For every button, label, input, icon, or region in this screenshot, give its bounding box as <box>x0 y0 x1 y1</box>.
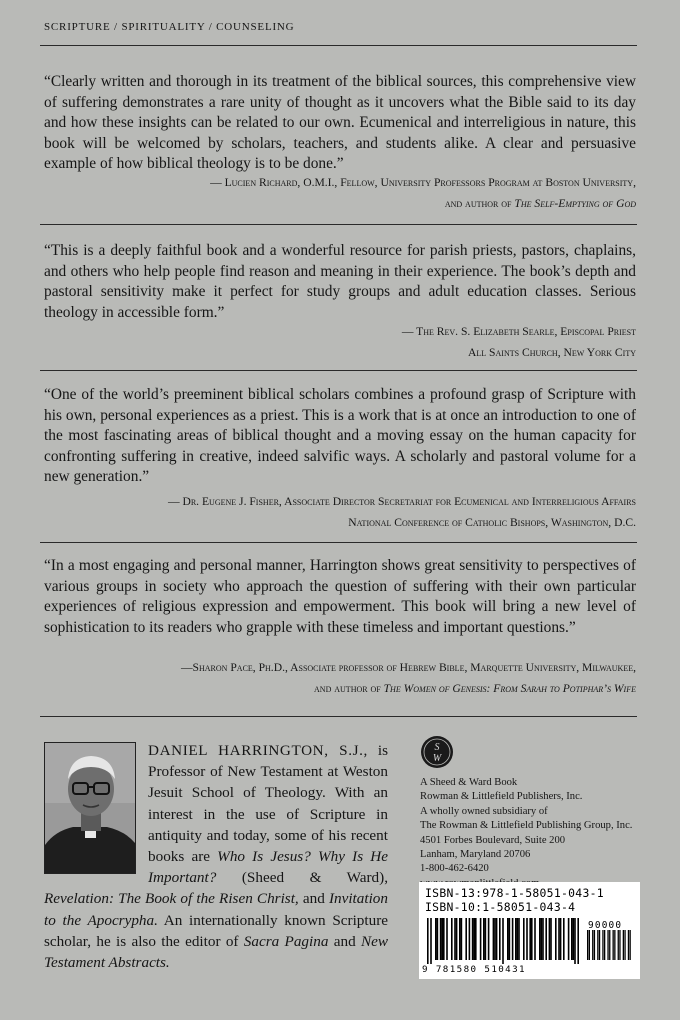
ean-digits: 9 781580 510431 <box>422 964 526 975</box>
divider <box>40 370 637 371</box>
review-attribution-1: — Lucien Richard, O.M.I., Fellow, University Professors Program at Boston University, and author of The Self-Emptying of God <box>210 176 636 210</box>
price-code: 90000 <box>588 920 623 931</box>
review-quote-1: “Clearly written and thorough in its treatment of the biblical sources, this comprehensive view of suffering demonstrates a rare unity of thought as it uncovers what the Bible said to its day and how these insights can be related to our own. Ecumenical and interreligious in nature, this book will be welcomed by scholars, teachers, and students alike. A clear and persuasive example of how biblical theology is to be done.” <box>44 73 636 173</box>
isbn-10: ISBN-10:1-58051-043-4 <box>425 900 576 914</box>
isbn-13: ISBN-13:978-1-58051-043-1 <box>425 886 604 900</box>
publisher-info: A Sheed & Ward Book Rowman & Littlefield Publishers, Inc. A wholly owned subsidiary of The Rowman & Littlefield Publishing Group, Inc. 4501 Forbes Boulevard, Suite 200 Lanham, Maryland 20706 1-800-462-6420 <box>420 777 633 875</box>
review-attribution-3: — Dr. Eugene J. Fisher, Associate Director Secretariat for Ecumenical and Interreligious Affairs National Conference of Catholic Bishops, Washington, D.C. <box>167 495 636 529</box>
review-quote-2: “This is a deeply faithful book and a wonderful resource for parish priests, pastors, chaplains, and others who help people find reason and meaning in their experience. The book’s depth and pastoral sensitivity make it perfect for study groups and adult education classes. Serious theology in accessible form.” <box>44 242 636 321</box>
book-title: The Self-Emptying of God <box>514 196 636 210</box>
review-quote-3: “One of the world’s preeminent biblical scholars combines a profound grasp of Scripture with his own, personal experiences as a priest. This is a work that is at once an introduction to one of the most fascinating areas of biblical thought and a moving essay on the human capacity for confronting suffering in creative, indeed salvific ways. A scholarly and pastoral volume for a new generation.” <box>44 386 636 486</box>
book-title: The Women of Genesis: From Sarah to Potiphar’s Wife <box>383 681 636 695</box>
isbn-barcode <box>419 882 640 979</box>
divider <box>40 542 637 543</box>
author-name: DANIEL HARRINGTON, S.J., <box>148 742 368 759</box>
top-divider <box>40 45 637 46</box>
sheed-ward-logo-icon <box>420 735 454 769</box>
author-bio: DANIEL HARRINGTON, S.J., is Professor of New Testament at Weston Jesuit School of Theology. With an interest in the use of Scripture in antiquity and today, some of his recent books are Who Is Jesus? Why Is He Important? (Sheed & Ward), Revelation: The Book of the Risen Christ, and Invitation to the Apocrypha. An internationally known Scripture scholar, he is also the editor of Sacra Pagina and New Testament Abstracts. <box>44 742 388 972</box>
divider <box>40 224 637 225</box>
review-quote-4: “In a most engaging and personal manner, Harrington shows great sensitivity to perspectives of various groups in society who approach the question of suffering with their own particular experiences of religious expression and empowerment. This book will bring a new level of sophistication to its readers who grapple with these timeless and important questions.” <box>44 557 636 636</box>
category-label: SCRIPTURE / SPIRITUALITY / COUNSELING <box>44 21 295 33</box>
review-attribution-2: — The Rev. S. Elizabeth Searle, Episcopal Priest All Saints Church, New York City <box>401 325 636 359</box>
svg-text:W: W <box>432 753 442 764</box>
svg-text:S: S <box>434 742 440 753</box>
review-attribution-4: —Sharon Pace, Ph.D., Associate professor of Hebrew Bible, Marquette University, Milwaukee, and author of The Women of Genesis: From Sarah to Potiphar’s Wife <box>180 661 636 695</box>
divider <box>40 716 637 717</box>
